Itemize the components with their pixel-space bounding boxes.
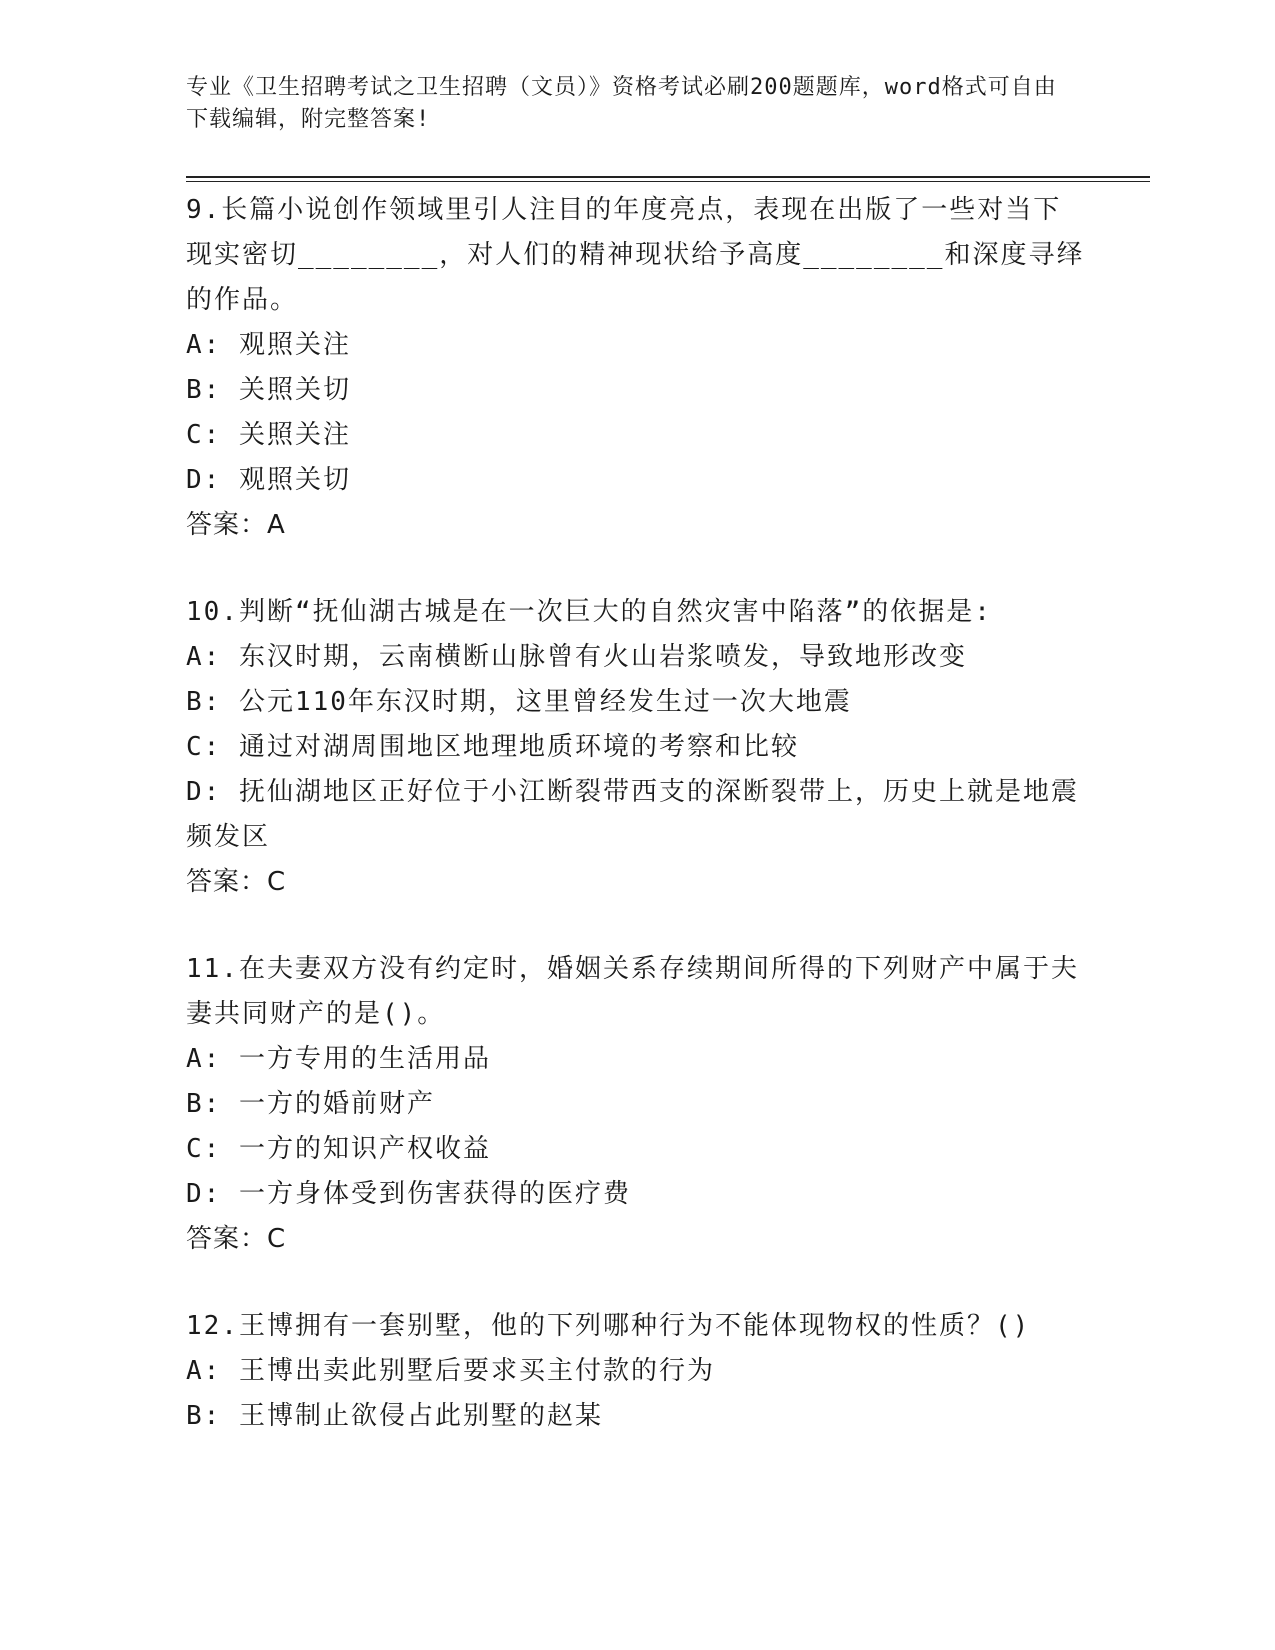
option-b: B: 公元110年东汉时期，这里曾经发生过一次大地震 [186,687,852,717]
option-a: A: 观照关注 [186,330,351,360]
question-12 [186,1304,1086,1439]
question-11 [186,947,1086,1262]
option-d: D: 一方身体受到伤害获得的医疗费 [186,1179,631,1209]
question-stem: 12.王博拥有一套别墅，他的下列哪种行为不能体现物权的性质？() [186,1311,1031,1341]
option-c: C: 关照关注 [186,420,351,450]
option-a: A: 东汉时期，云南横断山脉曾有火山岩浆喷发，导致地形改变 [186,642,967,672]
question-stem: 10.判断“抚仙湖古城是在一次巨大的自然灾害中陷落”的依据是: [186,597,992,627]
question-stem: 11.在夫妻双方没有约定时，婚姻关系存续期间所得的下列财产中属于夫妻共同财产的是()。 [186,954,1079,1029]
option-b: B: 一方的婚前财产 [186,1089,435,1119]
option-b: B: 王博制止欲侵占此别墅的赵某 [186,1401,603,1431]
question-9 [186,188,1086,548]
answer-line: 答案：C [186,867,287,897]
header-divider [186,176,1150,182]
option-c: C: 一方的知识产权收益 [186,1134,491,1164]
question-list [186,188,1086,1439]
option-d: D: 观照关切 [186,465,351,495]
question-spacer [186,905,1086,947]
question-spacer [186,1262,1086,1304]
question-stem: 9.长篇小说创作领域里引人注目的年度亮点，表现在出版了一些对当下现实密切________，对人们的精神现状给予高度________和深度寻绎的作品。 [186,195,1085,315]
option-a: A: 一方专用的生活用品 [186,1044,491,1074]
question-10 [186,590,1086,905]
option-d: D: 抚仙湖地区正好位于小江断裂带西支的深断裂带上，历史上就是地震频发区 [186,777,1079,852]
option-b: B: 关照关切 [186,375,351,405]
question-spacer [186,548,1086,590]
option-c: C: 通过对湖周围地区地理地质环境的考察和比较 [186,732,799,762]
answer-line: 答案：A [186,510,286,540]
answer-line: 答案：C [186,1224,287,1254]
document-header: 专业《卫生招聘考试之卫生招聘（文员）》资格考试必刷200题题库，word格式可自由下载编辑，附完整答案! [186,75,1057,132]
option-a: A: 王博出卖此别墅后要求买主付款的行为 [186,1356,715,1386]
